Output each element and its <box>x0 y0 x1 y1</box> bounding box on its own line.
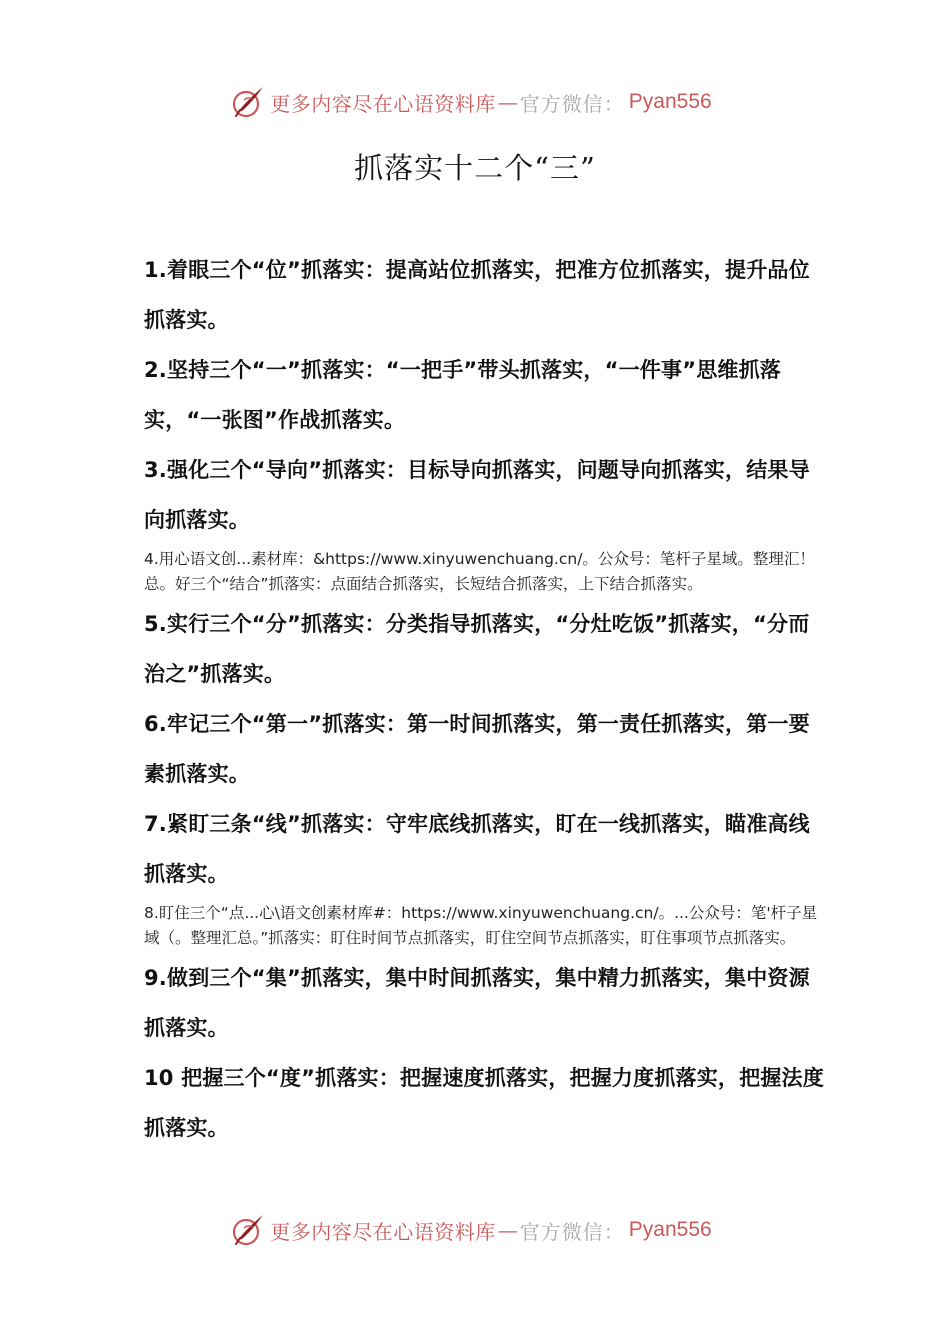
footer-wechat-label: 官方微信： <box>519 1219 625 1244</box>
footer-dash: — <box>497 1218 518 1242</box>
quill-pen-logo-icon <box>230 84 266 120</box>
list-item-9: 9.做到三个“集”抓落实，集中时间抓落实，集中精力抓落实，集中资源抓落实。 <box>144 966 810 1040</box>
document-title: 抓落实十二个“三” <box>354 151 596 185</box>
list-item-1: 1.着眼三个“位”抓落实：提高站位抓落实，把准方位抓落实，提升品位抓落实。 <box>144 258 810 332</box>
quill-pen-logo-icon <box>230 1212 266 1248</box>
header-banner <box>0 82 950 122</box>
list-item-7: 7.紧盯三条“线”抓落实：守牢底线抓落实，盯在一线抓落实，瞄准高线抓落实。 <box>144 812 810 886</box>
list-item-5: 5.实行三个“分”抓落实：分类指导抓落实，“分灶吃饭”抓落实，“分而治之”抓落实。 <box>144 612 810 686</box>
header-wechat-id: Pyan556 <box>628 90 712 113</box>
document-body <box>144 245 826 1153</box>
list-item-6: 6.牢记三个“第一”抓落实：第一时间抓落实，第一责任抓落实，第一要素抓落实。 <box>144 712 810 786</box>
list-item-2: 2.坚持三个“一”抓落实：“一把手”带头抓落实，“一件事”思维抓落实，“一张图”作战抓落实。 <box>144 358 781 432</box>
list-item-3: 3.强化三个“导向”抓落实：目标导向抓落实，问题导向抓落实，结果导向抓落实。 <box>144 458 810 532</box>
footer-wechat-id: Pyan556 <box>628 1218 712 1241</box>
footer-brand-text: 更多内容尽在心语资料库 <box>270 1219 496 1244</box>
header-wechat-label: 官方微信： <box>519 91 625 116</box>
header-dash: — <box>497 90 518 114</box>
list-item-4: 4.用心语文创...素材库：&https://www.xinyuwenchuang.cn/。公众号：笔杆子星域。整理汇！总。好三个“结合”抓落实：点面结合抓落实，长短结合抓落实，上下结合抓落实。 <box>144 550 815 593</box>
header-brand-text: 更多内容尽在心语资料库 <box>270 91 496 116</box>
footer-banner <box>0 1210 950 1250</box>
list-item-8: 8.盯住三个“点...心\语文创素材库#：https://www.xinyuwenchuang.cn/。...公众号：笔'杆子星域（。整理汇总。”抓落实：盯住时间节点抓落实，盯住空间节点抓落实，盯住事项节点抓落实。 <box>144 904 818 947</box>
list-item-10: 10 把握三个“度”抓落实：把握速度抓落实，把握力度抓落实，把握法度抓落实。 <box>144 1066 824 1140</box>
